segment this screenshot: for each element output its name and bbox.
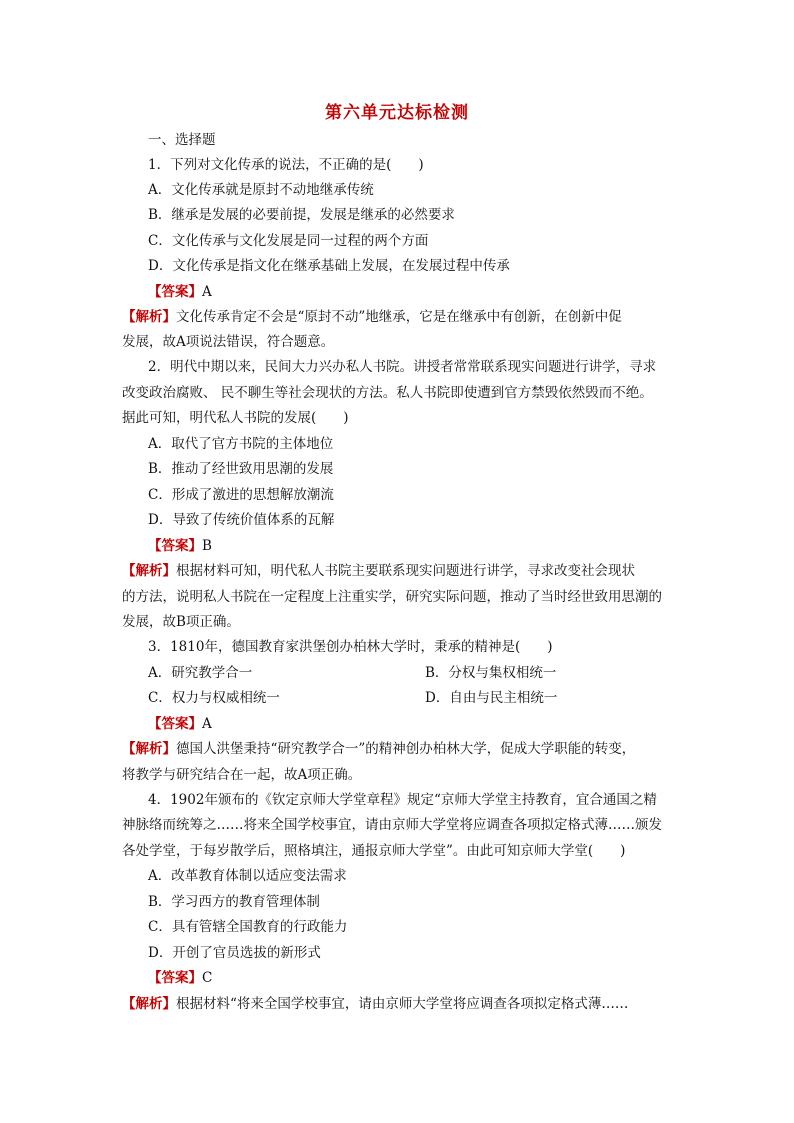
q4-answer-value: C	[202, 970, 213, 986]
q4-stem-line-2: 神脉络而统筹之……将来全国学校事宜，请由京师大学堂将应调查各项拟定格式薄……颁发	[122, 817, 662, 833]
q3-option-a: A．研究教学合一	[148, 665, 253, 681]
answer-tag: 【答案】	[148, 538, 202, 554]
q2-stem-line-1: 2．明代中期以来，民间大力兴办私人书院。讲授者常常联系现实问题进行讲学，寻求	[148, 359, 657, 375]
q4-stem-line-1: 4．1902年颁布的《钦定京师大学堂章程》规定“京师大学堂主持教育，宜合通国之精	[148, 792, 657, 808]
q2-stem-line-2: 改变政治腐败、 民不聊生等社会现状的方法。私人书院即使遭到官方禁毁依然毁而不绝。	[122, 385, 653, 401]
q4-analysis-line-1: 【解析】根据材料“将来全国学校事宜，请由京师大学堂将应调查各项拟定格式薄……	[122, 996, 629, 1012]
q2-answer	[148, 537, 212, 555]
q2-option-a: A．取代了官方书院的主体地位	[148, 436, 334, 452]
q2-stem-line-3: 据此可知，明代私人书院的发展( )	[122, 410, 349, 426]
q4-option-a: A．改革教育体制以适应变法需求	[148, 868, 347, 884]
answer-tag: 【答案】	[148, 284, 202, 300]
q1-answer	[148, 283, 212, 301]
q4-answer	[148, 969, 212, 987]
q1-answer-value: A	[202, 284, 212, 300]
q4-option-c: C．具有管辖全国教育的行政能力	[148, 919, 348, 935]
analysis-tag: 【解析】	[122, 309, 176, 325]
q2-analysis-line-1: 【解析】根据材料可知，明代私人书院主要联系现实问题进行讲学，寻求改变社会现状	[122, 563, 635, 579]
q2-option-d: D．导致了传统价值体系的瓦解	[148, 512, 335, 528]
q4-option-b: B．学习西方的教育管理体制	[148, 894, 320, 910]
q3-analysis-line-2: 将教学与研究结合在一起，故A项正确。	[122, 767, 362, 783]
analysis-tag: 【解析】	[122, 996, 176, 1012]
q2-analysis-line-2: 的方法，说明私人书院在一定程度上注重实学，研究实际问题，推动了当时经世致用思潮的	[122, 589, 662, 605]
analysis-tag: 【解析】	[122, 741, 176, 757]
q1-option-b: B．继承是发展的必要前提，发展是继承的必然要求	[148, 207, 455, 223]
q1-option-c: C．文化传承与文化发展是同一过程的两个方面	[148, 233, 429, 249]
q1-stem: 1．下列对文化传承的说法，不正确的是( )	[148, 157, 424, 173]
page-title: 第六单元达标检测	[325, 103, 469, 123]
q4-stem-line-3: 各处学堂，于每岁散学后，照格填注，通报京师大学堂”。由此可知京师大学堂( )	[122, 843, 626, 859]
q4-option-d: D．开创了官员选拔的新形式	[148, 945, 321, 961]
q2-option-b: B．推动了经世致用思潮的发展	[148, 461, 334, 477]
answer-tag: 【答案】	[148, 716, 202, 732]
q1-option-a: A．文化传承就是原封不动地继承传统	[148, 182, 374, 198]
answer-tag: 【答案】	[148, 970, 202, 986]
q1-option-d: D．文化传承是指文化在继承基础上发展，在发展过程中传承	[148, 258, 510, 274]
q3-option-b: B．分权与集权相统一	[425, 665, 557, 681]
analysis-tag: 【解析】	[122, 563, 176, 579]
q1-analysis-line-2: 发展，故A项说法错误，符合题意。	[122, 334, 335, 350]
q2-option-c: C．形成了激进的思想解放潮流	[148, 487, 334, 503]
q3-stem: 3．1810年，德国教育家洪堡创办柏林大学时，秉承的精神是( )	[148, 639, 553, 655]
q3-answer-value: A	[202, 716, 212, 732]
q2-answer-value: B	[202, 538, 212, 554]
q3-analysis-line-1: 【解析】德国人洪堡秉持“研究教学合一”的精神创办柏林大学，促成大学职能的转变，	[122, 741, 636, 757]
q3-answer	[148, 715, 212, 733]
q2-analysis-line-3: 发展，故B项正确。	[122, 614, 240, 630]
q1-analysis-line-1: 【解析】文化传承肯定不会是“原封不动”地继承，它是在继承中有创新，在创新中促	[122, 309, 622, 325]
section-heading: 一、选择题	[148, 132, 216, 148]
q3-option-c: C．权力与权威相统一	[148, 690, 280, 706]
q3-option-d: D．自由与民主相统一	[425, 690, 558, 706]
